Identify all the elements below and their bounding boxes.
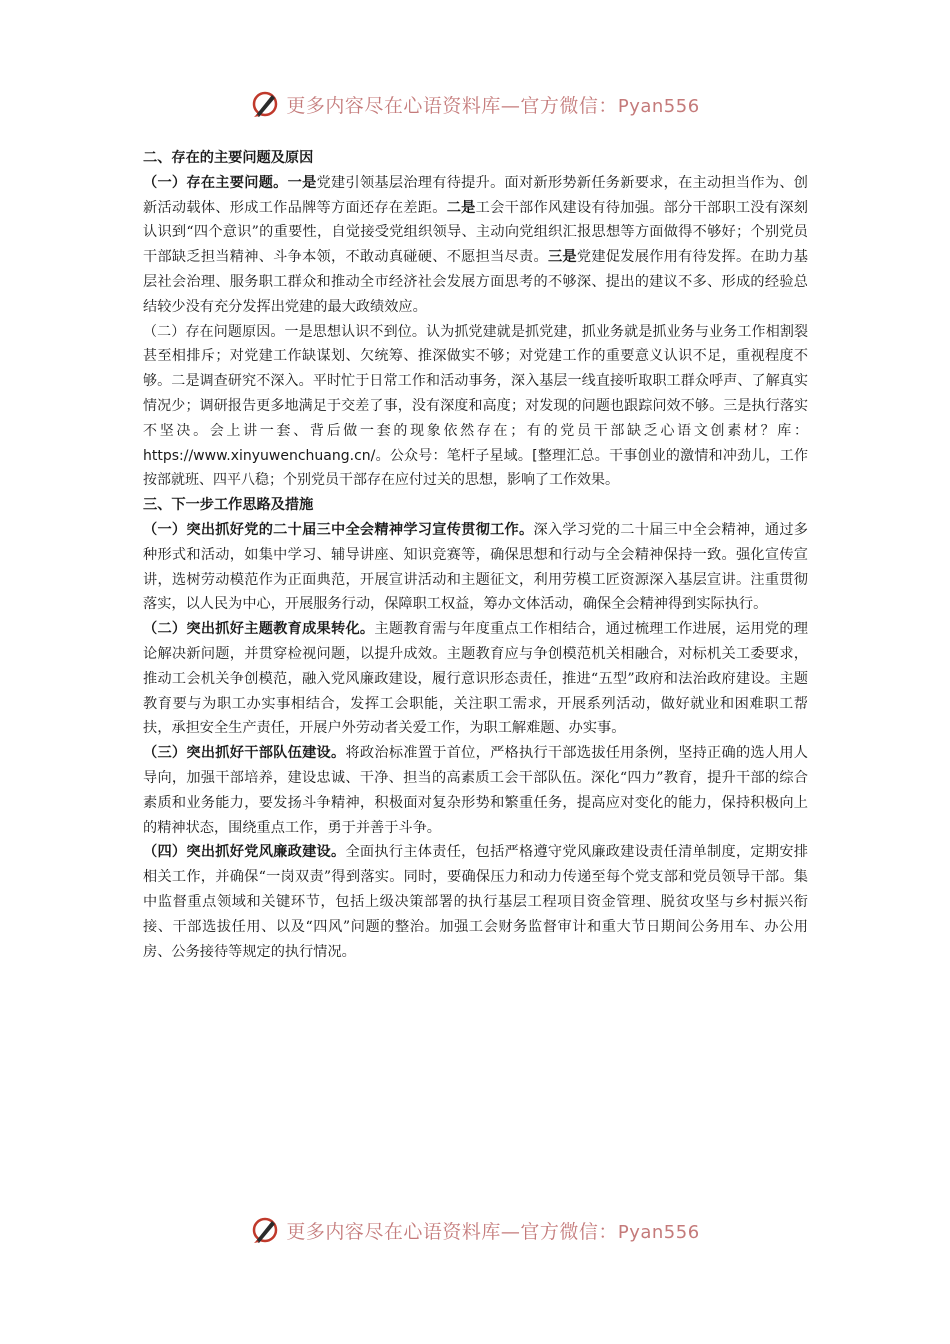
watermark-text: 更多内容尽在心语资料库—官方微信：Pyan556 (286, 1220, 700, 1243)
paragraph-main-problems: （一）存在主要问题。一是党建引领基层治理有待提升。面对新形势新任务新要求，在主动担当作为、创新活动载体、形成工作品牌等方面还存在差距。二是工会干部作风建设有待加强。部分干部职工没有深刻认识到“四个意识”的重要性，自觉接受党组织领导、主动向党组织汇报思想等方面做得不够好；个别党员干部缺乏担当精神、斗争本领，不敢动真碰硬、不愿担当尽责。三是党建促发展作用有待发挥。在助力基层社会治理、服务职工群众和推动全市经济社会发展方面思考的不够深、提出的建议不多、形成的经验总结较少没有充分发挥出党建的最大政绩效应。 (143, 174, 808, 315)
paragraph-measure-1: （一）突出抓好党的二十届三中全会精神学习宣传贯彻工作。深入学习党的二十届三中全会精神，通过多种形式和活动，如集中学习、辅导讲座、知识竞赛等，确保思想和行动与全会精神保持一致。强化宣传宣讲，选树劳动模范作为正面典范，开展宣讲活动和主题征文，利用劳模工匠资源深入基层宣讲。注重贯彻落实，以人民为中心，开展服务行动，保障职工权益，筹办文体活动，确保全会精神得到实际执行。 (143, 521, 808, 613)
header-watermark-banner (0, 84, 950, 124)
watermark-text: 更多内容尽在心语资料库—官方微信：Pyan556 (286, 94, 700, 117)
paragraph-measure-4: （四）突出抓好党风廉政建设。全面执行主体责任，包括严格遵守党风廉政建设责任清单制度，定期安排相关工作，并确保“一岗双责”得到落实。同时，要确保压力和动力传递至每个党支部和党员领导干部。集中监督重点领域和关键环节，包括上级决策部署的执行基层工程项目资金管理、脱贫攻坚与乡村振兴衔接、干部选拔任用、以及“四风”问题的整治。加强工会财务监督审计和重大节日期间公务用车、办公用房、公务接待等规定的执行情况。 (143, 844, 808, 960)
footer-watermark-banner (0, 1210, 950, 1250)
brush-logo-icon (250, 1215, 280, 1245)
paragraph-measure-3: （三）突出抓好干部队伍建设。将政治标准置于首位，严格执行干部选拔任用条例，坚持正确的选人用人导向，加强干部培养，建设忠诚、干净、担当的高素质工会干部队伍。深化“四力”教育，提升干部的综合素质和业务能力，要发扬斗争精神，积极面对复杂形势和繁重任务，提高应对变化的能力，保持积极向上的精神状态，围绕重点工作，勇于并善于斗争。 (143, 745, 808, 836)
document-body (143, 146, 808, 964)
paragraph-measure-2: （二）突出抓好主题教育成果转化。主题教育需与年度重点工作相结合，通过梳理工作进展，运用党的理论解决新问题，并贯穿检视问题，以提升成效。主题教育应与争创模范机关相融合，对标机关工委要求，推动工会机关争创模范，融入党风廉政建设，履行意识形态责任，推进“五型”政府和法治政府建设。主题教育要与为职工办实事相结合，发挥工会职能，关注职工需求，开展系列活动，做好就业和困难职工帮扶，承担安全生产责任，开展户外劳动者关爱工作，为职工解难题、办实事。 (143, 621, 808, 737)
brush-logo-icon (250, 89, 280, 119)
section-heading-next-steps: 三、下一步工作思路及措施 (143, 497, 314, 514)
section-heading-problems: 二、存在的主要问题及原因 (143, 150, 314, 166)
paragraph-problem-causes: （二）存在问题原因。一是思想认识不到位。认为抓党建就是抓党建，抓业务就是抓业务与业务工作相割裂甚至相排斥；对党建工作缺谋划、欠统筹、推深做实不够；对党建工作的重要意义认识不足，重视程度不够。二是调查研究不深入。平时忙于日常工作和活动事务，深入基层一线直接听取职工群众呼声、了解真实情况少；调研报告更多地满足于交差了事，没有深度和高度；对发现的问题也跟踪问效不够。三是执行落实不坚决。会上讲一套、背后做一套的现象依然存在；有的党员干部缺乏心语文创素材？库： https://www.xinyuwenchuang.cn/。公众号：笔杆子星域。[整理汇总。干事创业的激情和冲劲儿，工作按部就班、四平八稳；个别党员干部存在应付过关的思想，影响了工作效果。 (143, 323, 808, 489)
